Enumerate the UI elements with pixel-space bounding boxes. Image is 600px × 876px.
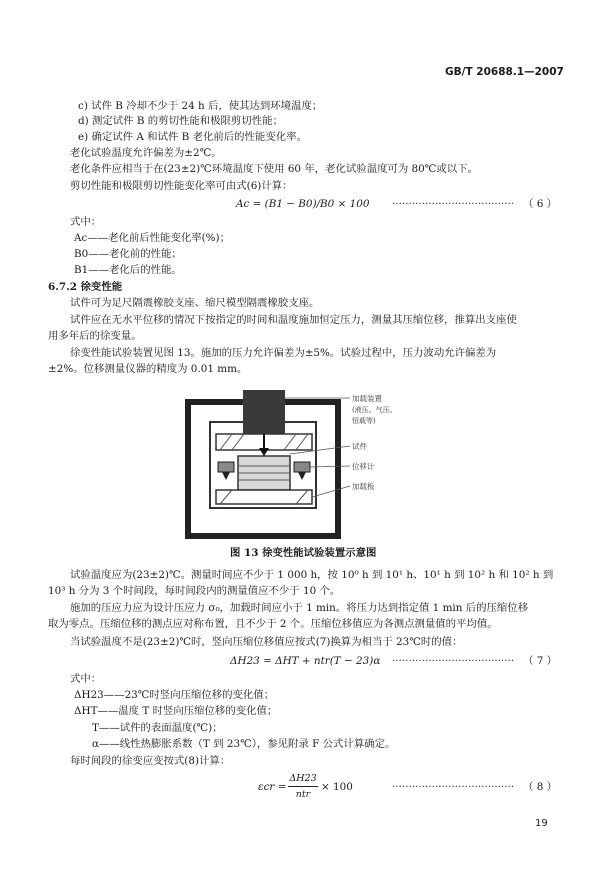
paragraph: 取为零点。压缩位移的测点应对称布置，且不少于 2 个。压缩位移值应为各测点测量值的平均值。 — [48, 618, 498, 630]
where-label: 式中： — [70, 216, 102, 228]
label-specimen: 试件 — [352, 442, 367, 451]
label-loading-device-3: 恒载等) — [352, 417, 376, 425]
equation-7-number: （ 7 ） — [523, 655, 557, 667]
paragraph: 老化试验温度允许偏差为±2℃。 — [70, 147, 222, 159]
definition: T——试件的表面温度(℃)； — [92, 722, 223, 734]
equation-dots: ····································· — [392, 198, 515, 210]
definition: α——线性热膨胀系数（T 到 23℃），参见附录 F 公式计算确定。 — [92, 738, 396, 750]
label-loading-plate: 加载板 — [352, 482, 375, 491]
paragraph: 当试验温度不是(23±2)℃时，竖向压缩位移值应按式(7)换算为相当于 23℃时的值： — [70, 636, 463, 648]
label-displacement-gauge: 位移计 — [352, 462, 375, 471]
paragraph: 试验温度应为(23±2)℃。测量时间应不少于 1 000 h，按 10⁰ h 到 10¹ h、10¹ h 到 10² h 和 10² h 到 — [70, 569, 554, 581]
loading-cylinder — [243, 390, 285, 434]
equation-6-number: （ 6 ） — [523, 198, 557, 210]
label-loading-device-2: (液压、气压、 — [352, 406, 397, 414]
paragraph: ±2%。位移测量仪器的精度为 0.01 mm。 — [48, 363, 248, 375]
paragraph: 每时间段的徐变应变按式(8)计算： — [70, 755, 231, 767]
creep-test-apparatus-figure — [180, 382, 425, 540]
equation-6: Ac = (B1 − B0)/B0 × 100 — [236, 198, 370, 210]
paragraph: 10³ h 分为 3 个时间段，每时间段内的测量值应不少于 10 个。 — [48, 585, 341, 597]
equation-dots: ····································· — [392, 781, 515, 793]
page-number: 19 — [535, 818, 548, 829]
equation-8-rhs: × 100 — [321, 781, 353, 793]
equation-8-denominator: ntr — [295, 789, 311, 800]
definition: B0——老化前的性能； — [74, 248, 182, 260]
paragraph: 老化条件应相当于在(23±2)℃环境温度下使用 60 年，老化试验温度可为 80℃或以下。 — [70, 163, 478, 175]
paragraph: 徐变性能试验装置见图 13。施加的压力允许偏差为±5%。试验过程中，压力波动允许偏差为 — [70, 347, 497, 359]
equation-8-number: （ 8 ） — [523, 781, 557, 793]
paragraph: 试件应在无水平位移的情况下按指定的时间和温度施加恒定压力，测量其压缩位移，推算出支座使 — [70, 314, 517, 326]
list-item-c: c) 试件 B 冷却不少于 24 h 后，使其达到环境温度； — [78, 100, 323, 112]
list-item-e: e) 确定试件 A 和试件 B 老化前后的性能变化率。 — [78, 131, 307, 143]
displacement-gauge-right — [294, 462, 310, 472]
label-loading-device: 加载装置 — [352, 394, 382, 403]
fraction-bar — [288, 786, 318, 787]
paragraph: 试件可为足尺隔震橡胶支座、缩尺模型隔震橡胶支座。 — [70, 297, 320, 309]
where-label: 式中： — [70, 673, 102, 685]
paragraph: 施加的压应力应为设计压应力 σ₀，加载时间应小于 1 min。将压力达到指定值 1 min 后的压缩位移 — [70, 602, 529, 614]
definition: B1——老化后的性能。 — [74, 264, 182, 276]
definition: ΔH23——23℃时竖向压缩位移的变化值； — [74, 689, 275, 701]
paragraph: 用多年后的徐变量。 — [48, 330, 142, 342]
equation-8-lhs: εcr = — [258, 781, 287, 793]
equation-7: ΔH23 = ΔHT + ntr(T − 23)α — [230, 655, 381, 667]
definition: ΔHT——温度 T 时竖向压缩位移的变化值； — [74, 705, 278, 717]
paragraph: 剪切性能和极限剪切性能变化率可由式(6)计算： — [70, 180, 293, 192]
equation-8-numerator: ΔH23 — [289, 773, 317, 784]
section-heading: 6.7.2 徐变性能 — [48, 281, 123, 293]
standard-number: GB/T 20688.1—2007 — [445, 66, 564, 78]
definition: Ac——老化前后性能变化率(%)； — [74, 232, 230, 244]
figure-caption: 图 13 徐变性能试验装置示意图 — [230, 547, 377, 559]
displacement-gauge-left — [218, 462, 234, 472]
list-item-d: d) 测定试件 B 的剪切性能和极限剪切性能； — [78, 115, 283, 127]
equation-dots: ····································· — [392, 655, 515, 667]
